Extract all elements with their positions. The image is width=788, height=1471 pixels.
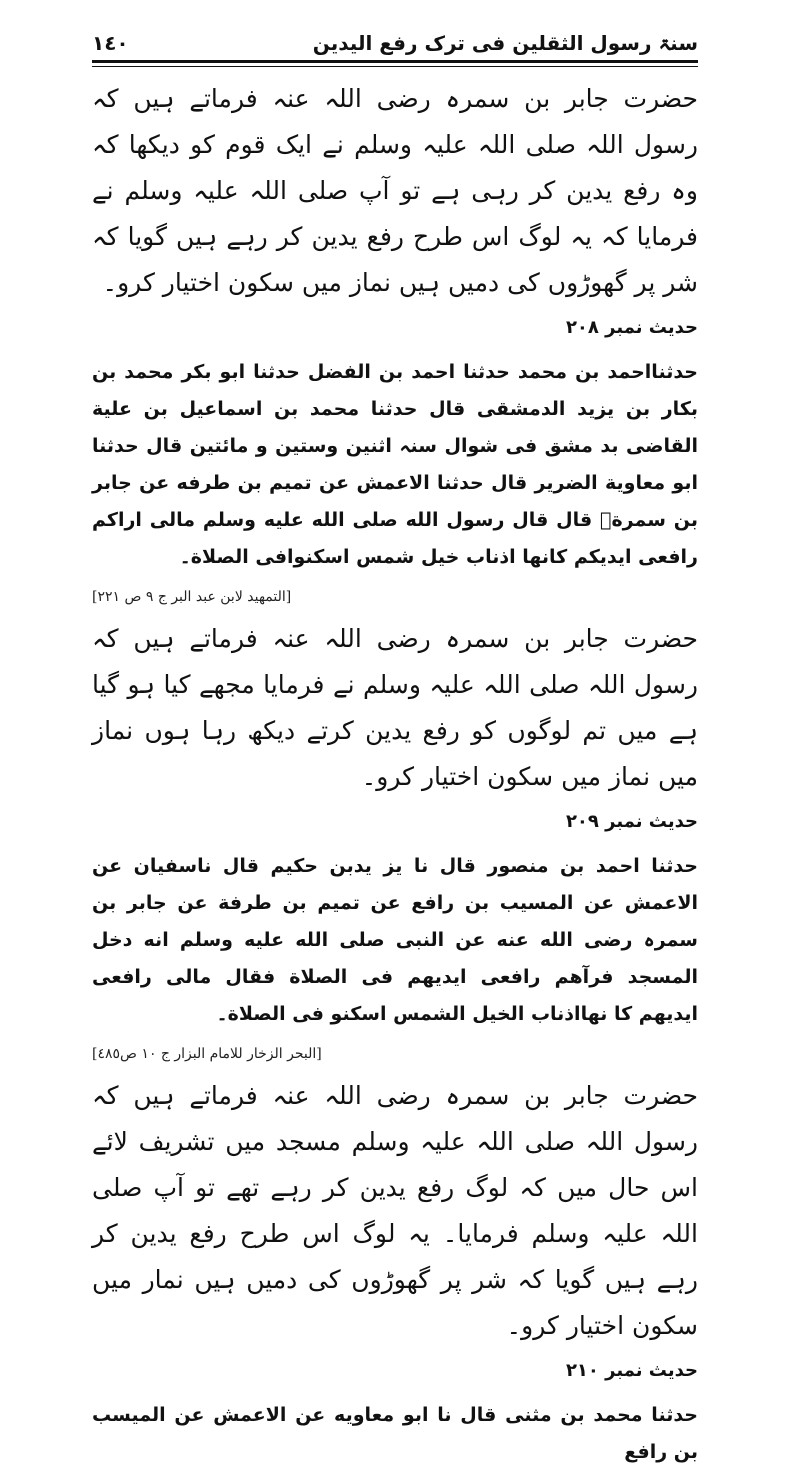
urdu-translation-209: حضرت جابر بن سمرہ رضی اللہ عنہ فرماتے ہیں کہ رسول اللہ صلی اللہ علیہ وسلم مسجد میں تشریف لائے اس حال میں کہ لوگ رفع یدین کر رہے تھے تو آپ صلی اللہ علیہ وسلم فرمایا۔ یہ لوگ اس طرح رفع یدین کر رہے ہیں گویا کہ شر پر گھوڑوں کی دمیں ہیں نمار میں سکون اختیار کرو۔ — [92, 1081, 698, 1340]
reference-208: [التمهید لابن عبد البر ج ٩ ص ٢٢١] — [92, 589, 292, 605]
book-title: سنۃ رسول الثقلین فی ترک رفع الیدین — [312, 31, 698, 55]
header-rule-thick — [92, 60, 698, 63]
urdu-translation-208: حضرت جابر بن سمرہ رضی اللہ عنہ فرماتے ہیں کہ رسول اللہ صلی اللہ علیہ وسلم نے فرمایا مجھے کیا ہو گیا ہے میں تم لوگوں کو رفع یدین کرتے دیکھ رہا ہوں نماز میں نماز میں سکون اختیار کرو۔ — [92, 624, 698, 791]
page-content — [92, 70, 698, 1471]
page-header — [92, 28, 698, 58]
arabic-hadith-208: حدثنااحمد بن محمد حدثنا احمد بن الفضل حدثنا ابو بکر محمد بن بکار بن یزید الدمشقی قال حدثنا محمد بن اسماعیل بن علیة القاضی بد مشق فی شوال سنہ اثنین وستین و مائتین قال حدثنا ابو معاویة الضریر قال حدثنا الاعمش عن تمیم بن طرفه عن جابر بن سمرةؓ قال قال رسول الله صلی الله علیه وسلم مالی اراکم رافعی ایدیکم کانها اذناب خیل شمس اسکنوافی الصلاة۔ — [92, 361, 698, 568]
arabic-hadith-210: حدثنا محمد بن مثنی قال نا ابو معاویه عن الاعمش عن المیسب بن رافع — [92, 1404, 698, 1463]
hadith-heading-209: حدیث نمبر ۲۰۹ — [565, 811, 698, 832]
header-rule-thin — [92, 66, 698, 67]
reference-209: [البحر الزخار للامام البزار ج ١٠ ص٤٨٥] — [92, 1046, 322, 1062]
arabic-hadith-209: حدثنا احمد بن منصور قال نا یز یدبن حکیم قال ناسفیان عن الاعمش عن المسیب بن رافع عن تمیم بن طرفة عن جابر بن سمرہ رضی الله عنه عن النبی صلی الله علیه وسلم انه دخل المسجد فرآهم رافعی ایدیهم فی الصلاة فقال مالی رافعی ایدیهم کا نهااذناب الخیل الشمس اسکنو فی الصلاة۔ — [92, 855, 698, 1025]
hadith-heading-210: حدیث نمبر ۲۱۰ — [565, 1360, 698, 1381]
urdu-translation-1: حضرت جابر بن سمرہ رضی اللہ عنہ فرماتے ہیں کہ رسول اللہ صلی اللہ علیہ وسلم نے ایک قوم کو دیکھا کہ وہ رفع یدین کر رہی ہے تو آپ صلی اللہ علیہ وسلم نے فرمایا کہ یہ لوگ اس طرح رفع یدین کر رہے ہیں گویا کہ شر پر گھوڑوں کی دمیں ہیں نماز میں سکون اختیار کرو۔ — [92, 84, 698, 297]
page-number: ١٤٠ — [92, 31, 129, 55]
hadith-heading-208: حدیث نمبر ۲۰۸ — [565, 317, 698, 338]
